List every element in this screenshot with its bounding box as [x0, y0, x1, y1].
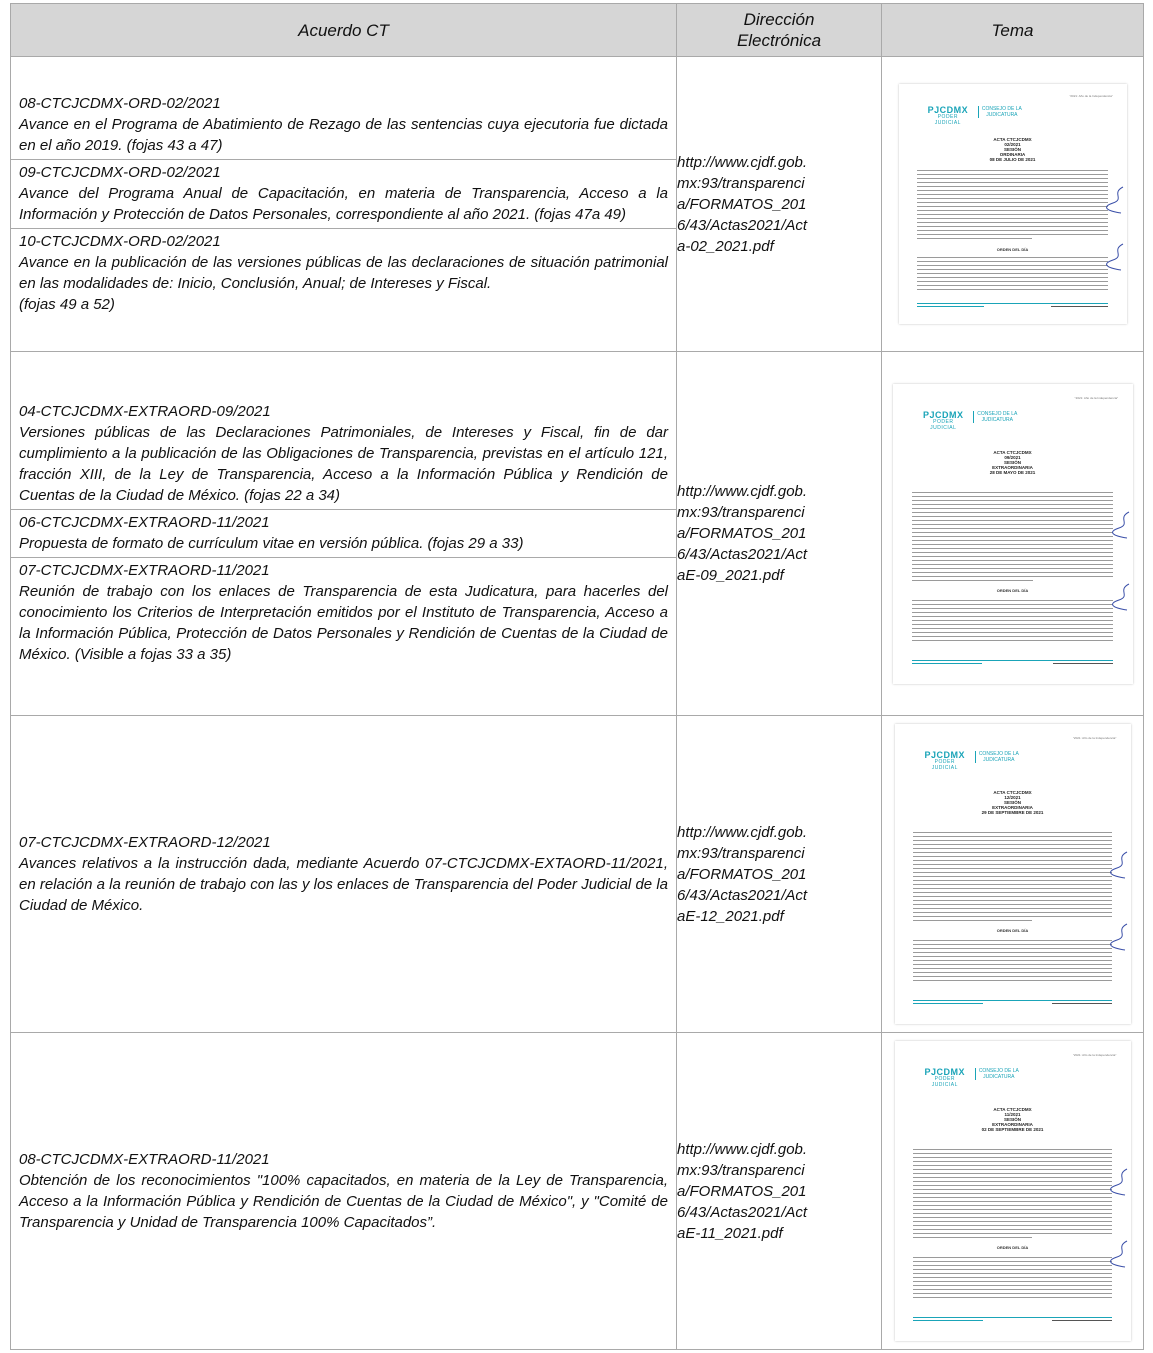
thumb-footer [917, 303, 1109, 312]
agreement-code: 08-CTCJCDMX-EXTRAORD-11/2021 [19, 1150, 270, 1168]
url-line[interactable]: mx:93/transparenci [677, 1161, 805, 1179]
header-tema: Tema [882, 4, 1144, 57]
url-line[interactable]: 6/43/Actas2021/Act [677, 546, 808, 563]
agreement-item [11, 509, 676, 557]
agreement-item [11, 159, 676, 228]
thumb-title: ACTA CTCJCDMX 12/2021 SESIÓN EXTRAORDINARIA 29 DE SEPTIEMBRE DE 2021 [981, 790, 1044, 815]
acta-thumbnail [899, 84, 1127, 324]
signature-mark [1107, 850, 1131, 880]
signature-mark [1107, 1167, 1131, 1197]
agreement-item [11, 399, 676, 509]
thumb-body-text [913, 832, 1111, 924]
agreement-item [11, 228, 676, 318]
agreement-code: 07-CTCJCDMX-EXTRAORD-12/2021 [19, 833, 271, 851]
thumb-orden: ORDEN DEL DÍA [996, 1245, 1029, 1250]
table-row [11, 57, 1144, 352]
table-row [11, 1033, 1144, 1350]
agreement-item [11, 1147, 676, 1236]
agreement-code: 09-CTCJCDMX-ORD-02/2021 [19, 163, 221, 181]
thumb-motto: "2021: Año de la Independencia" [1074, 395, 1119, 400]
thumb-title: ACTA CTCJCDMX 11/2021 SESIÓN EXTRAORDINARIA 02 DE SEPTIEMBRE DE 2021 [981, 1107, 1044, 1132]
url-line[interactable]: a-02_2021.pdf [677, 237, 774, 255]
url-line[interactable]: mx:93/transparenci [677, 504, 805, 521]
url-line[interactable]: 6/43/Actas2021/Act [677, 886, 808, 904]
agreement-code: 04-CTCJCDMX-EXTRAORD-09/2021 [19, 403, 271, 420]
tema-cell [882, 716, 1144, 1033]
header-acuerdo: Acuerdo CT [11, 4, 677, 57]
thumb-body-text [917, 170, 1109, 242]
signature-mark [1107, 922, 1131, 952]
agreement-text: Avances relativos a la instrucción dada, mediante Acuerdo 07-CTCJCDMX-EXTAORD-11/2021, en relación a la reunión de trabajo con las y los enlaces de Transparencia del Poder Judicial de la Ciudad de México. [19, 854, 668, 914]
thumb-body-text [913, 940, 1111, 984]
thumb-body-text [913, 1149, 1111, 1241]
url-line[interactable]: http://www.cjdf.gob. [677, 483, 808, 500]
tema-cell [882, 57, 1144, 352]
tema-cell [882, 1033, 1144, 1350]
acuerdo-cell [11, 57, 677, 352]
thumb-orden: ORDEN DEL DÍA [996, 247, 1029, 252]
header-row [11, 4, 1144, 57]
thumb-footer [913, 1317, 1111, 1326]
acta-thumbnail [895, 1041, 1131, 1341]
agreement-code: 10-CTCJCDMX-ORD-02/2021 [19, 232, 221, 250]
thumb-orden: ORDEN DEL DÍA [996, 587, 1029, 593]
agreement-text: Avance en la publicación de las versiones públicas de las declaraciones de situación patrimonial en las modalidades de: Inicio, Conclusión, Anual; de Intereses y Fiscal. [19, 253, 668, 292]
agreement-code: 08-CTCJCDMX-ORD-02/2021 [19, 94, 221, 112]
agreement-item [11, 91, 676, 159]
url-line[interactable]: http://www.cjdf.gob. [677, 1140, 808, 1158]
acuerdo-cell [11, 1033, 677, 1350]
header-direccion: Dirección Electrónica [677, 4, 882, 57]
thumb-body-text [912, 600, 1114, 644]
url-line[interactable]: http://www.cjdf.gob. [677, 823, 808, 841]
agreement-code: 07-CTCJCDMX-EXTRAORD-11/2021 [19, 562, 270, 579]
pjcdmx-logo: PJCDMX PODER JUDICIAL CONSEJO DE LA JUDICATURA [923, 409, 1018, 431]
url-cell[interactable] [677, 716, 882, 1033]
thumb-orden: ORDEN DEL DÍA [996, 928, 1029, 933]
url-line[interactable]: a/FORMATOS_201 [677, 195, 807, 213]
acta-thumbnail [893, 384, 1133, 684]
thumb-footer [913, 1000, 1111, 1009]
acuerdo-cell [11, 352, 677, 716]
acta-thumbnail [895, 724, 1131, 1024]
pjcdmx-logo: PJCDMX PODER JUDICIAL CONSEJO DE LA JUDICATURA [924, 1067, 1019, 1088]
url-cell[interactable] [677, 1033, 882, 1350]
thumb-body-text [913, 1257, 1111, 1301]
acuerdos-table [10, 3, 1144, 1350]
url-line[interactable]: aE-12_2021.pdf [677, 907, 784, 925]
pjcdmx-logo: PJCDMX PODER JUDICIAL CONSEJO DE LA JUDICATURA [924, 750, 1019, 771]
thumb-body-text [917, 257, 1109, 293]
url-line[interactable]: a/FORMATOS_201 [677, 525, 807, 542]
thumb-motto: "2021: Año de la Independencia" [1072, 1053, 1117, 1057]
signature-mark [1103, 242, 1127, 272]
acuerdo-cell [11, 716, 677, 1033]
agreement-item [11, 557, 676, 668]
url-line[interactable]: a/FORMATOS_201 [677, 865, 807, 883]
url-line[interactable]: http://www.cjdf.gob. [677, 153, 808, 171]
agreement-text: Versiones públicas de las Declaraciones Patrimoniales, de Intereses y Fiscal, fin de dar cumplimiento a la publicación de las Obligaciones de Transparencia, previstas en el artículo 121, fracción XIII, de la Ley de Transparencia, Acceso a la Información Pública y Rendición de Cuentas de la Ciudad de México. (fojas 22 a 34) [19, 424, 668, 504]
agreement-code: 06-CTCJCDMX-EXTRAORD-11/2021 [19, 514, 270, 531]
agreement-text: Reunión de trabajo con los enlaces de Transparencia de esta Judicatura, para hacerles del conocimiento los Criterios de Interpretación emitidos por el Instituto de Transparencia, Acceso a la Información Pública, Protección de Datos Personales y Rendición de Cuentas de la Ciudad de México. (Visible a fojas 33 a 35) [19, 583, 668, 663]
thumb-body-text [912, 492, 1114, 584]
signature-mark [1103, 185, 1127, 215]
agreement-pages: (fojas 49 a 52) [19, 295, 115, 313]
signature-mark [1109, 582, 1133, 612]
pjcdmx-logo: PJCDMX PODER JUDICIAL CONSEJO DE LA JUDICATURA [927, 104, 1022, 126]
thumb-motto: "2021: Año de la Independencia" [1069, 93, 1113, 98]
signature-mark [1109, 510, 1133, 540]
thumb-footer [912, 660, 1114, 669]
url-line[interactable]: 6/43/Actas2021/Act [677, 216, 808, 234]
url-cell[interactable] [677, 57, 882, 352]
agreement-text: Avance del Programa Anual de Capacitación, en materia de Transparencia, Acceso a la Información y Protección de Datos Personales, correspondiente al año 2021. (fojas 47a 49) [19, 184, 668, 223]
thumb-title: ACTA CTCJCDMX 09/2021 SESIÓN EXTRAORDINARIA 28 DE MAYO DE 2021 [989, 449, 1036, 475]
url-cell[interactable] [677, 352, 882, 716]
url-line[interactable]: aE-11_2021.pdf [677, 1224, 783, 1242]
agreement-text: Obtención de los reconocimientos "100% capacitados, en materia de la Ley de Transparencia, Acceso a la Información Pública y Rendición de Cuentas de la Ciudad de México", y "Comité de Transparencia y Unidad de Transparencia 100% Capacitados”. [19, 1171, 668, 1231]
thumb-motto: "2021: Año de la Independencia" [1072, 736, 1117, 740]
url-line[interactable]: mx:93/transparenci [677, 174, 805, 192]
url-line[interactable]: mx:93/transparenci [677, 844, 805, 862]
url-line[interactable]: a/FORMATOS_201 [677, 1182, 807, 1200]
table-row [11, 716, 1144, 1033]
table-row [11, 352, 1144, 716]
url-line[interactable]: 6/43/Actas2021/Act [677, 1203, 808, 1221]
url-line[interactable]: aE-09_2021.pdf [677, 567, 784, 584]
signature-mark [1107, 1239, 1131, 1269]
thumb-title: ACTA CTCJCDMX 02/2021 SESIÓN ORDINARIA 08 DE JULIO DE 2021 [989, 137, 1036, 162]
agreement-text: Propuesta de formato de currículum vitae en versión pública. (fojas 29 a 33) [19, 535, 524, 552]
agreement-text: Avance en el Programa de Abatimiento de Rezago de las sentencias cuya ejecutoria fue dictada en el año 2019. (fojas 43 a 47) [19, 115, 668, 154]
tema-cell [882, 352, 1144, 716]
agreement-item [11, 830, 676, 919]
